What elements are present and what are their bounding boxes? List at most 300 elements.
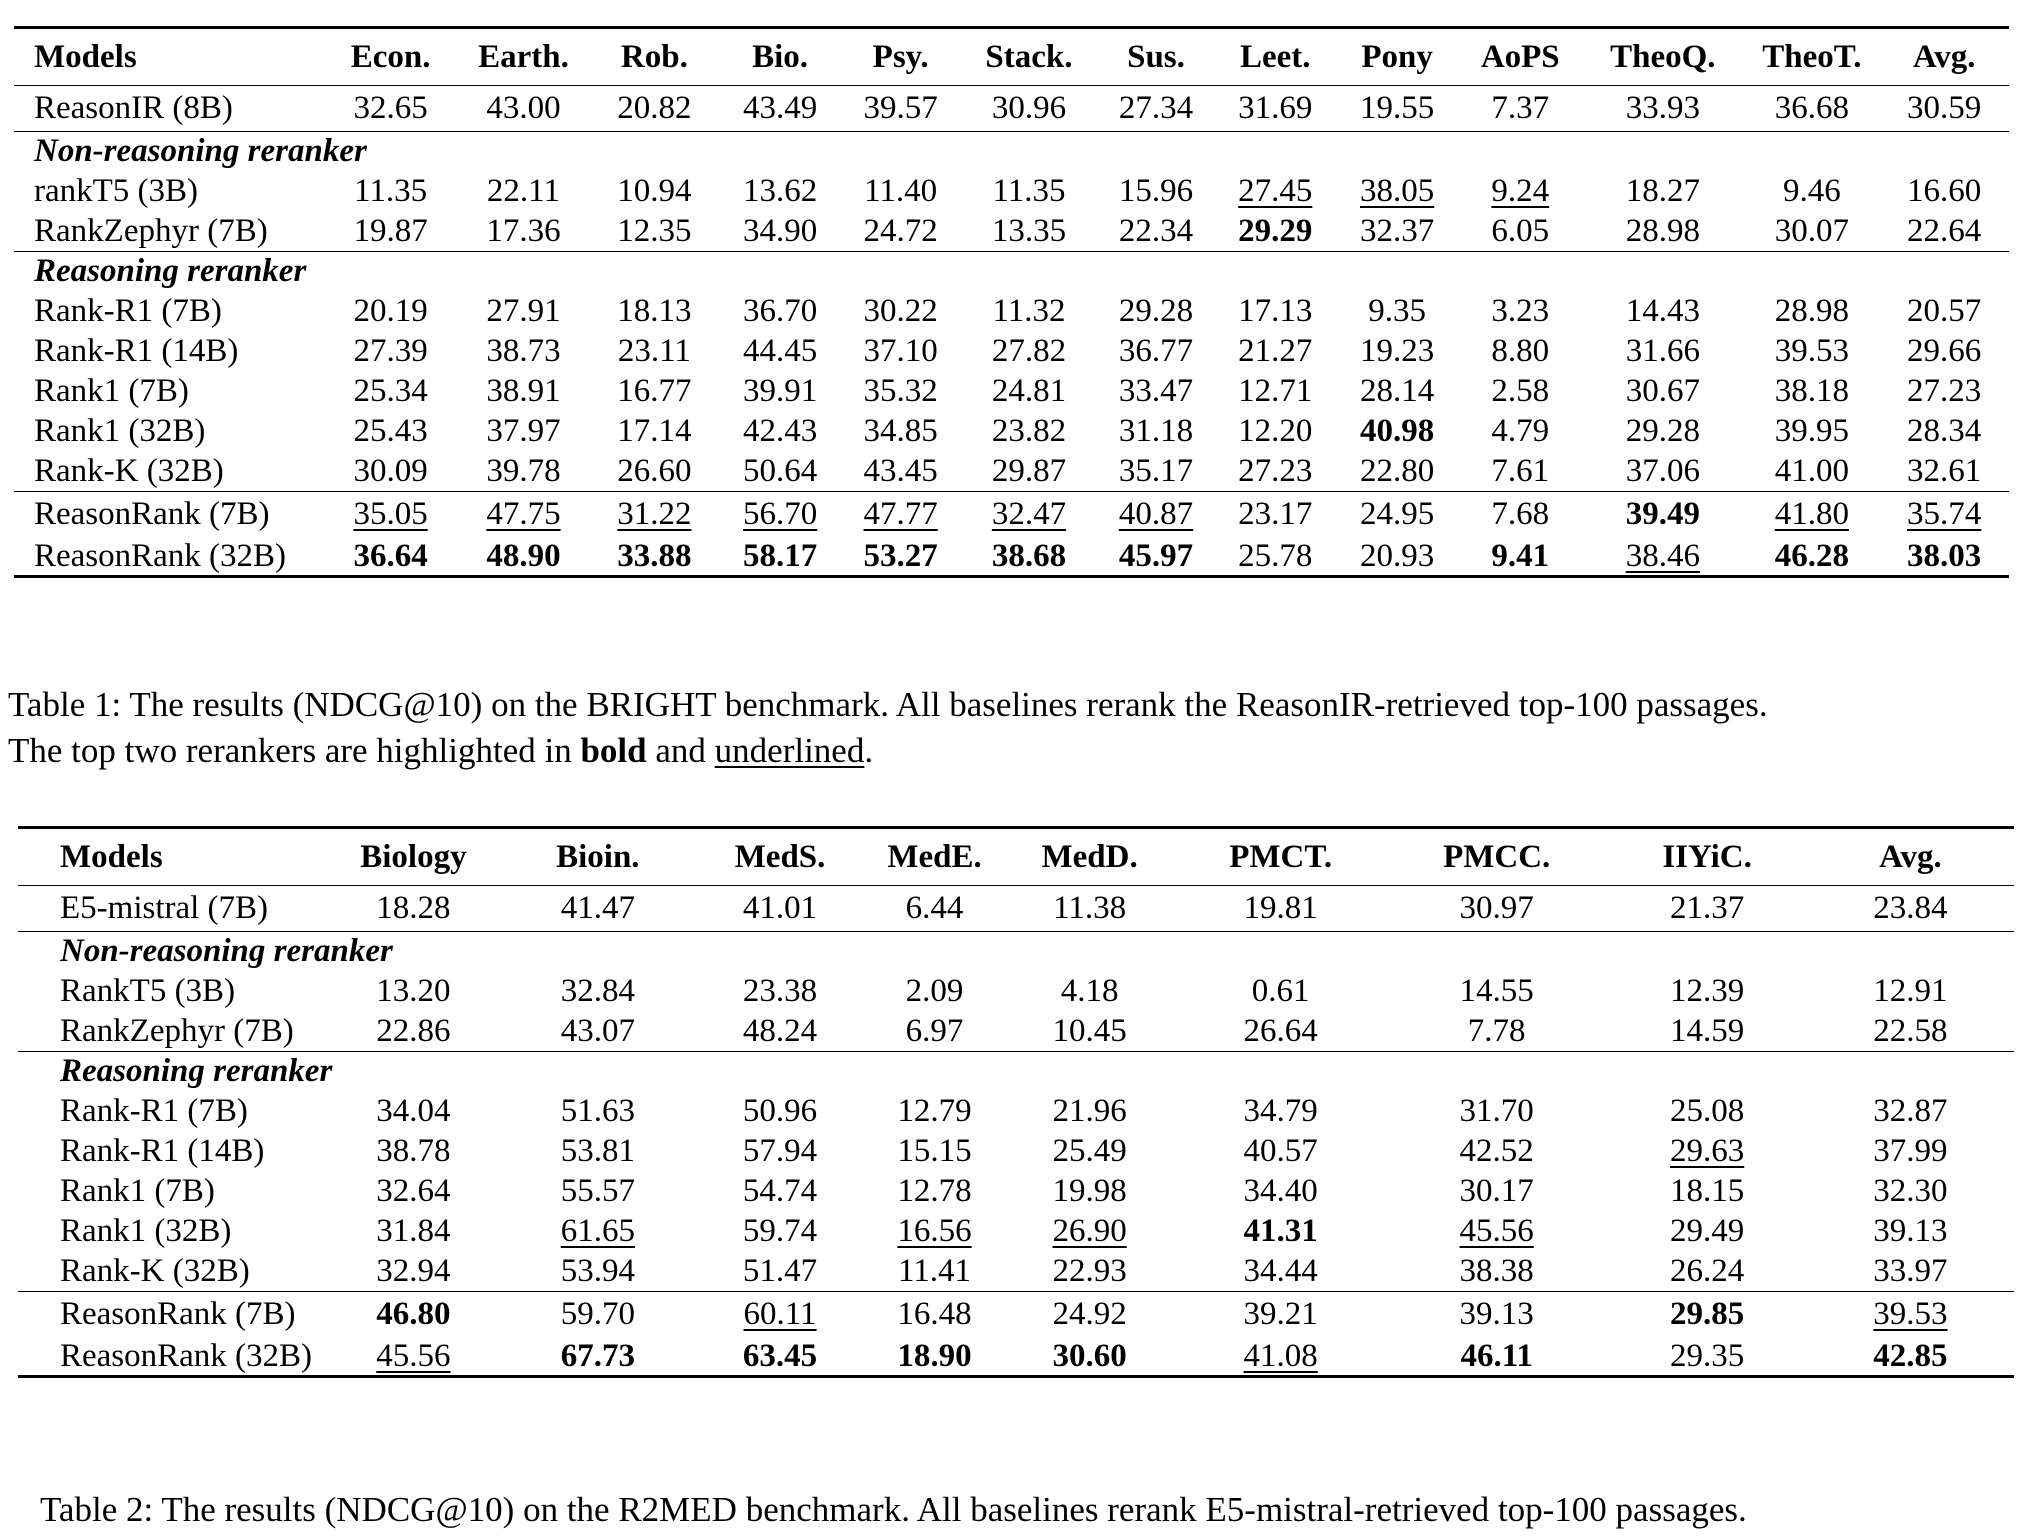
score-value: 32.61 (1907, 452, 1982, 489)
score-value: 48.90 (486, 537, 561, 574)
score-cell (840, 332, 962, 372)
score-cell (1581, 538, 1744, 577)
group-heading: Non-reasoning reranker (18, 932, 2014, 972)
score-cell (865, 886, 1003, 932)
score-value: 56.70 (742, 496, 818, 533)
score-value: 40.87 (1118, 496, 1194, 533)
score-cell (1807, 1212, 2014, 1252)
score-cell (840, 212, 962, 252)
score-value: 35.32 (863, 373, 938, 409)
score-cell (1607, 1172, 1806, 1212)
score-cell (1386, 972, 1608, 1012)
score-value: 43.07 (560, 1012, 635, 1049)
score-value: 24.72 (863, 212, 938, 249)
column-header: Earth. (459, 28, 589, 86)
group-heading-row (14, 252, 2009, 292)
score-cell (501, 1252, 695, 1292)
score-cell (323, 492, 459, 538)
score-cell (1175, 1292, 1385, 1338)
score-cell (840, 292, 962, 332)
table1-header (14, 28, 2009, 86)
score-cell (1004, 1212, 1176, 1252)
score-cell (1004, 1338, 1176, 1377)
group-heading: Reasoning reranker (14, 252, 2009, 292)
score-cell (326, 1092, 501, 1132)
score-value: 38.03 (1907, 537, 1982, 574)
score-cell (1216, 452, 1335, 492)
table-row (14, 86, 2009, 132)
score-cell (1879, 332, 2009, 372)
score-value: 25.34 (353, 373, 428, 409)
table-row (14, 452, 2009, 492)
score-cell (695, 1338, 866, 1377)
score-cell (1744, 172, 1879, 212)
score-cell (1459, 452, 1581, 492)
score-cell (840, 412, 962, 452)
score-value: 48.24 (742, 1012, 818, 1049)
table-row (14, 372, 2009, 412)
score-cell (1459, 492, 1581, 538)
score-value: 35.17 (1118, 452, 1194, 489)
score-value: 6.97 (905, 1012, 964, 1049)
score-cell (962, 332, 1097, 372)
table-row (18, 1252, 2014, 1292)
score-value: 7.37 (1491, 90, 1550, 126)
score-cell (720, 412, 839, 452)
score-value: 39.95 (1774, 413, 1850, 449)
score-cell (1216, 492, 1335, 538)
score-value: 20.57 (1907, 293, 1982, 329)
score-value: 42.43 (742, 413, 818, 449)
score-value: 31.70 (1459, 1093, 1534, 1129)
score-value: 7.61 (1491, 452, 1550, 489)
column-header: Rob. (588, 28, 720, 86)
score-cell (1335, 492, 1459, 538)
score-cell (1744, 332, 1879, 372)
score-value: 32.47 (991, 496, 1067, 533)
score-cell (1335, 332, 1459, 372)
score-cell (840, 86, 962, 132)
score-value: 22.93 (1052, 1252, 1127, 1289)
score-cell (1096, 292, 1215, 332)
score-cell (1807, 972, 2014, 1012)
table-row (14, 212, 2009, 252)
score-cell (1459, 292, 1581, 332)
score-value: 33.88 (617, 537, 692, 574)
score-cell (1175, 1212, 1385, 1252)
score-value: 25.49 (1052, 1133, 1127, 1169)
table-row (18, 1172, 2014, 1212)
score-cell (1096, 492, 1215, 538)
score-value: 30.07 (1774, 212, 1850, 249)
score-cell (962, 412, 1097, 452)
score-cell (865, 1172, 1003, 1212)
score-cell (588, 452, 720, 492)
score-value: 47.75 (486, 496, 561, 533)
score-cell (1744, 538, 1879, 577)
score-cell (840, 538, 962, 577)
model-name: Rank1 (7B) (34, 373, 189, 409)
score-value: 13.20 (376, 973, 451, 1009)
table1-caption (8, 682, 1768, 774)
model-name: RankZephyr (7B) (60, 1012, 294, 1049)
caption-text: and (646, 731, 715, 770)
score-value: 32.84 (560, 973, 635, 1009)
score-value: 46.28 (1774, 537, 1850, 574)
score-value: 18.13 (617, 293, 692, 329)
score-value: 23.17 (1238, 496, 1313, 533)
score-cell (459, 212, 589, 252)
score-value: 27.23 (1238, 452, 1313, 489)
score-value: 15.15 (897, 1133, 972, 1169)
score-cell (720, 492, 839, 538)
score-cell (1175, 1172, 1385, 1212)
group-heading: Non-reasoning reranker (14, 132, 2009, 172)
score-cell (588, 492, 720, 538)
score-cell (720, 172, 839, 212)
score-value: 31.69 (1238, 90, 1313, 126)
score-value: 29.49 (1670, 1213, 1745, 1249)
score-cell (1744, 412, 1879, 452)
score-cell (1004, 1292, 1176, 1338)
score-value: 35.74 (1907, 496, 1982, 533)
score-value: 16.60 (1907, 173, 1982, 209)
score-cell (1216, 372, 1335, 412)
score-value: 32.87 (1873, 1093, 1948, 1129)
score-cell (1607, 1252, 1806, 1292)
group-heading-row (14, 132, 2009, 172)
score-value: 4.79 (1491, 413, 1550, 449)
score-value: 9.35 (1368, 293, 1426, 329)
score-cell (326, 1292, 501, 1338)
score-cell (1581, 452, 1744, 492)
score-cell (1335, 172, 1459, 212)
score-value: 23.82 (991, 413, 1067, 449)
score-cell (1459, 538, 1581, 577)
score-value: 24.95 (1359, 496, 1435, 533)
score-cell (1607, 886, 1806, 932)
score-cell (1807, 1172, 2014, 1212)
score-cell (326, 1132, 501, 1172)
score-cell (1879, 538, 2009, 577)
table-row (18, 886, 2014, 932)
score-cell (865, 1338, 1003, 1377)
score-value: 34.04 (376, 1093, 451, 1129)
score-cell (1175, 1338, 1385, 1377)
score-cell (1004, 972, 1176, 1012)
score-value: 12.79 (897, 1093, 972, 1129)
score-cell (1879, 372, 2009, 412)
score-cell (326, 972, 501, 1012)
table-row (18, 1338, 2014, 1377)
score-value: 12.39 (1670, 973, 1745, 1009)
table1-base-section (14, 86, 2009, 132)
column-header: MedS. (695, 828, 866, 886)
score-value: 40.98 (1359, 413, 1435, 449)
score-cell (720, 86, 839, 132)
score-cell (1607, 972, 1806, 1012)
score-value: 59.74 (742, 1213, 818, 1249)
score-value: 18.28 (376, 890, 451, 926)
score-value: 22.64 (1907, 212, 1982, 249)
score-value: 38.18 (1774, 373, 1850, 409)
column-header: Stack. (962, 28, 1097, 86)
score-cell (326, 1012, 501, 1052)
score-value: 31.84 (376, 1213, 451, 1249)
model-name: ReasonRank (32B) (18, 1338, 326, 1377)
score-cell (1096, 538, 1215, 577)
score-value: 34.44 (1243, 1252, 1318, 1289)
score-value: 27.39 (353, 333, 428, 369)
score-value: 26.24 (1670, 1252, 1745, 1289)
model-name: E5-mistral (7B) (60, 890, 269, 926)
score-value: 22.34 (1118, 212, 1194, 249)
score-cell (323, 212, 459, 252)
score-cell (1175, 1132, 1385, 1172)
score-cell (323, 412, 459, 452)
column-header: PMCT. (1175, 828, 1385, 886)
score-cell (695, 1012, 866, 1052)
score-value: 26.60 (617, 452, 692, 489)
model-name: ReasonIR (8B) (34, 90, 233, 126)
score-value: 20.19 (353, 293, 428, 329)
score-cell (1216, 538, 1335, 577)
caption-text: . (864, 731, 874, 770)
score-cell (1607, 1292, 1806, 1338)
score-value: 11.40 (864, 173, 938, 209)
score-cell (962, 372, 1097, 412)
column-header: TheoT. (1744, 28, 1879, 86)
score-cell (1581, 492, 1744, 538)
score-value: 29.63 (1670, 1133, 1745, 1169)
score-value: 35.05 (353, 496, 428, 533)
score-cell (1386, 1012, 1608, 1052)
score-value: 50.64 (742, 452, 818, 489)
score-value: 30.59 (1907, 90, 1982, 126)
score-value: 29.87 (991, 452, 1067, 489)
score-value: 37.97 (486, 413, 561, 449)
score-value: 13.35 (991, 212, 1067, 249)
score-value: 34.90 (742, 212, 818, 249)
score-cell (1386, 886, 1608, 932)
score-cell (695, 1092, 866, 1132)
score-value: 18.27 (1625, 173, 1700, 209)
score-cell (588, 332, 720, 372)
column-header-models: Models (18, 828, 326, 886)
score-cell (865, 1132, 1003, 1172)
score-cell (962, 292, 1097, 332)
score-value: 20.93 (1359, 537, 1435, 574)
score-cell (588, 412, 720, 452)
score-cell (1335, 452, 1459, 492)
score-value: 9.41 (1491, 537, 1550, 574)
score-value: 39.49 (1625, 496, 1700, 533)
score-cell (323, 538, 459, 577)
score-value: 26.64 (1243, 1012, 1318, 1049)
score-cell (501, 1092, 695, 1132)
table-row (14, 538, 2009, 577)
score-value: 34.40 (1243, 1173, 1318, 1209)
score-value: 38.38 (1459, 1252, 1534, 1289)
table1-reasonrank-section (14, 492, 2009, 577)
score-cell (501, 972, 695, 1012)
score-cell (1459, 172, 1581, 212)
score-value: 17.36 (486, 212, 561, 249)
score-value: 4.18 (1060, 973, 1119, 1009)
score-cell (501, 1292, 695, 1338)
caption-bold-word: bold (580, 731, 647, 770)
score-cell (326, 1172, 501, 1212)
score-value: 11.38 (1053, 890, 1127, 926)
score-cell (865, 1092, 1003, 1132)
score-value: 16.56 (897, 1213, 972, 1249)
score-cell (588, 372, 720, 412)
score-cell (1581, 212, 1744, 252)
score-cell (840, 452, 962, 492)
score-value: 27.82 (991, 333, 1067, 369)
score-value: 39.57 (863, 90, 938, 126)
table-row (14, 492, 2009, 538)
score-value: 46.11 (1460, 1337, 1533, 1374)
column-header: TheoQ. (1581, 28, 1744, 86)
model-name: Rank-R1 (7B) (60, 1093, 248, 1129)
score-cell (1335, 412, 1459, 452)
score-value: 43.00 (486, 90, 561, 126)
score-value: 45.97 (1118, 537, 1194, 574)
score-cell (720, 452, 839, 492)
score-cell (1879, 86, 2009, 132)
score-value: 38.68 (991, 537, 1067, 574)
column-header: Psy. (840, 28, 962, 86)
column-header: AoPS (1459, 28, 1581, 86)
score-value: 43.49 (742, 90, 818, 126)
score-cell (1004, 1132, 1176, 1172)
score-value: 27.91 (486, 293, 561, 329)
score-value: 16.48 (897, 1296, 972, 1333)
column-header: Sus. (1096, 28, 1215, 86)
score-cell (840, 172, 962, 212)
score-value: 54.74 (742, 1173, 818, 1209)
score-value: 45.56 (1459, 1213, 1534, 1249)
score-cell (720, 372, 839, 412)
score-value: 45.56 (376, 1337, 451, 1374)
score-value: 25.78 (1238, 537, 1313, 574)
score-cell (1879, 412, 2009, 452)
caption-underlined-word: underlined (714, 731, 865, 770)
score-value: 33.97 (1873, 1252, 1948, 1289)
score-cell (1335, 212, 1459, 252)
score-cell (1004, 886, 1176, 932)
score-value: 55.57 (560, 1173, 635, 1209)
table1-caption-line2 (8, 728, 1768, 774)
column-header: Avg. (1879, 28, 2009, 86)
score-value: 11.35 (992, 173, 1066, 209)
score-value: 32.94 (376, 1252, 451, 1289)
score-cell (1175, 886, 1385, 932)
score-value: 38.78 (376, 1133, 451, 1169)
score-value: 28.34 (1907, 413, 1982, 449)
table2-header (18, 828, 2014, 886)
score-cell (1607, 1012, 1806, 1052)
score-cell (459, 452, 589, 492)
score-value: 22.58 (1873, 1012, 1948, 1049)
score-cell (326, 1338, 501, 1377)
score-cell (720, 538, 839, 577)
score-cell (1216, 412, 1335, 452)
table-row (14, 292, 2009, 332)
score-cell (1335, 538, 1459, 577)
score-cell (695, 1212, 866, 1252)
score-value: 29.28 (1118, 293, 1194, 329)
model-name: Rank-K (32B) (34, 452, 224, 489)
score-cell (323, 172, 459, 212)
score-value: 22.80 (1359, 452, 1435, 489)
score-cell (1096, 372, 1215, 412)
score-value: 39.91 (742, 373, 818, 409)
model-name: rankT5 (3B) (34, 173, 199, 209)
score-value: 19.98 (1052, 1173, 1127, 1209)
score-cell (1096, 172, 1215, 212)
score-value: 29.29 (1238, 212, 1313, 249)
bright-results-table (14, 26, 2009, 578)
score-cell (1004, 1092, 1176, 1132)
score-value: 31.22 (617, 496, 692, 533)
score-cell (1335, 292, 1459, 332)
score-cell (501, 1012, 695, 1052)
model-name: Rank-R1 (7B) (34, 293, 222, 329)
score-value: 30.60 (1052, 1337, 1127, 1374)
score-cell (1581, 292, 1744, 332)
score-cell (1459, 412, 1581, 452)
score-cell (588, 212, 720, 252)
score-cell (1807, 1292, 2014, 1338)
score-value: 30.22 (863, 293, 938, 329)
score-value: 0.61 (1251, 973, 1310, 1009)
score-cell (1216, 292, 1335, 332)
score-value: 12.78 (897, 1173, 972, 1209)
score-cell (459, 332, 589, 372)
score-cell (695, 1172, 866, 1212)
r2med-results-table (18, 826, 2014, 1378)
score-value: 36.77 (1118, 333, 1194, 369)
score-value: 18.15 (1670, 1173, 1745, 1209)
score-cell (1879, 172, 2009, 212)
score-value: 57.94 (742, 1133, 818, 1169)
score-value: 36.68 (1774, 90, 1850, 126)
score-cell (1807, 886, 2014, 932)
model-name: Rank1 (32B) (60, 1213, 232, 1249)
table1-caption-line1: Table 1: The results (NDCG@10) on the BRIGHT benchmark. All baselines rerank the ReasonIR-retrieved top-100 passages. (8, 685, 1768, 724)
score-cell (962, 212, 1097, 252)
table-row (14, 172, 2009, 212)
score-value: 18.90 (897, 1337, 972, 1374)
score-value: 2.58 (1491, 373, 1550, 409)
score-value: 42.85 (1873, 1337, 1948, 1374)
model-name: ReasonRank (32B) (14, 538, 323, 577)
score-cell (962, 172, 1097, 212)
score-value: 50.96 (742, 1093, 818, 1129)
score-value: 28.14 (1359, 373, 1435, 409)
score-cell (501, 886, 695, 932)
score-cell (1744, 292, 1879, 332)
score-value: 6.05 (1491, 212, 1550, 249)
score-value: 27.34 (1118, 90, 1194, 126)
score-value: 36.70 (742, 293, 818, 329)
column-header-models: Models (14, 28, 323, 86)
score-value: 2.09 (905, 973, 964, 1009)
score-cell (1879, 212, 2009, 252)
score-cell (323, 86, 459, 132)
